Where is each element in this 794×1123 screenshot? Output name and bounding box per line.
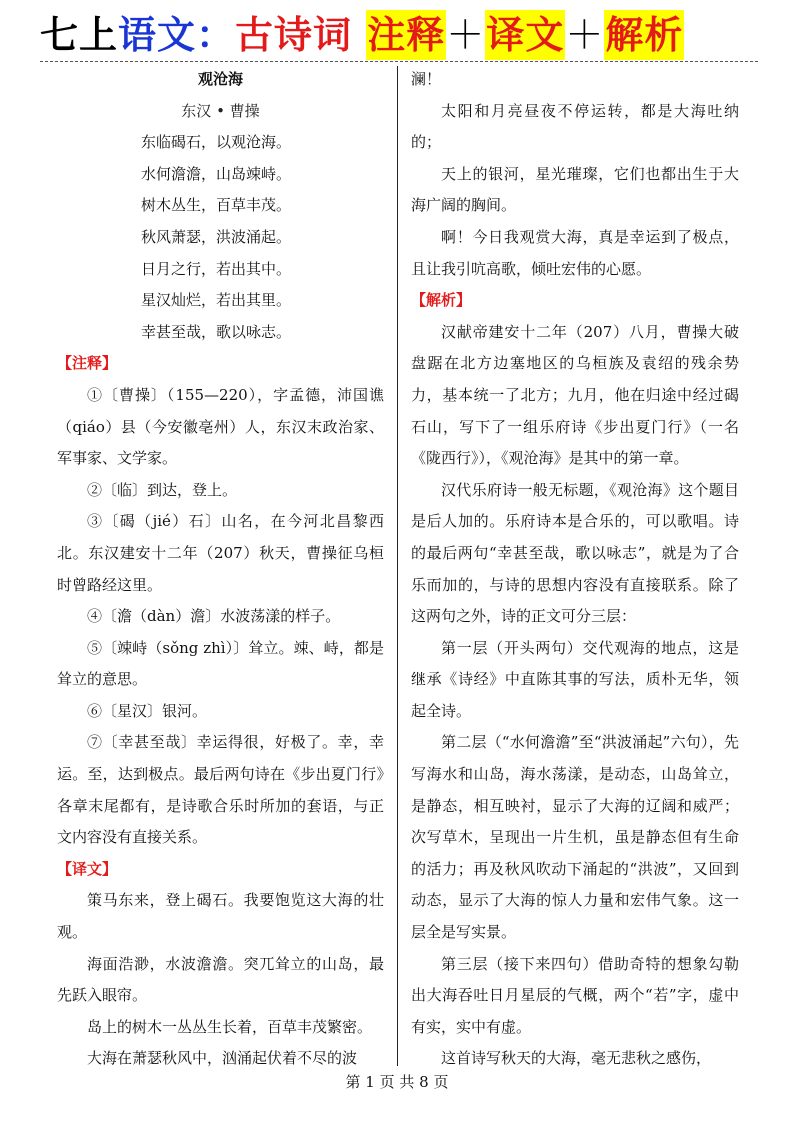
translation-paragraph: 太阳和月亮昼夜不停运转，都是大海吐纳的； bbox=[411, 101, 739, 152]
left-column bbox=[57, 64, 384, 1075]
banner-grade: 七上 bbox=[40, 13, 119, 57]
translation-paragraph: 大海在萧瑟秋风中，汹涌起伏着不尽的波 bbox=[87, 1049, 358, 1068]
translation-paragraph: 啊！今日我观赏大海，真是幸运到了极点，且让我引吭高歌，倾吐宏伟的心愿。 bbox=[411, 227, 739, 278]
translation-paragraph: 天上的银河，星光璀璨，它们也都出生于大海广阔的胸间。 bbox=[411, 164, 739, 215]
page-footer: 第 1 页 共 8 页 bbox=[345, 1073, 449, 1091]
analysis-paragraph: 第二层（“水何澹澹”至“洪波涌起”六句），先写海水和山岛，海水荡漾，是动态，山岛耸立，是静态，相互映衬，显示了大海的辽阔和威严；次写草木，呈现出一片生机，虽是静态但有生命的活力；再及秋风吹动下涌起的“洪波”，又回到动态，显示了大海的惊人力量和宏伟气象。这一层全是写实景。 bbox=[411, 733, 739, 942]
poem-line: 树木丛生，百草丰茂。 bbox=[141, 196, 292, 215]
poem-line: 秋风萧瑟，洪波涌起。 bbox=[141, 227, 292, 246]
poem-author: 东汉 • 曹操 bbox=[181, 101, 260, 120]
translation-paragraph: 海面浩渺，水波澹澹。突兀耸立的山岛，最先跃入眼帘。 bbox=[57, 954, 384, 1005]
translation-continuation: 澜！ bbox=[411, 70, 442, 88]
note-item: ①〔曹操〕（155—220），字孟德，沛国谯（qiáo）县（今安徽亳州）人，东汉末政治家、军事家、文学家。 bbox=[57, 385, 384, 468]
banner-translation-label: 译文 bbox=[485, 10, 565, 60]
page-banner bbox=[40, 10, 760, 60]
notes-heading: 【注释】 bbox=[57, 354, 118, 373]
banner-rule bbox=[40, 61, 758, 62]
column-divider bbox=[397, 66, 398, 1066]
analysis-heading: 【解析】 bbox=[411, 291, 472, 310]
poem-line: 幸甚至哉，歌以咏志。 bbox=[141, 322, 292, 341]
analysis-paragraph: 汉献帝建安十二年（207）八月，曹操大破盘踞在北方边塞地区的乌桓族及袁绍的残余势力，基本统一了北方；九月，他在归途中经过碣石山，写下了一组乐府诗《步出夏门行》（一名《陇西行》），《观沧海》是其中的第一章。 bbox=[411, 322, 739, 468]
note-item: ④〔澹（dàn）澹〕水波荡漾的样子。 bbox=[87, 607, 341, 626]
analysis-paragraph: 这首诗写秋天的大海，毫无悲秋之感伤， bbox=[441, 1049, 712, 1068]
analysis-paragraph: 第三层（接下来四句）借助奇特的想象勾勒出大海吞吐日月星辰的气概，两个“若”字，虚中有实，实中有虚。 bbox=[411, 954, 739, 1036]
banner-analysis-label: 解析 bbox=[604, 10, 684, 60]
note-item: ⑦〔幸甚至哉〕幸运得很，好极了。幸，幸运。至，达到极点。最后两句诗在《步出夏门行》各章末尾都有，是诗歌合乐时所加的套语，与正文内容没有直接关系。 bbox=[57, 733, 384, 847]
banner-notes-label: 注释 bbox=[366, 10, 446, 60]
translation-heading: 【译文】 bbox=[57, 859, 118, 878]
poem-line: 水何澹澹，山岛竦峙。 bbox=[141, 164, 292, 183]
note-item: ③〔碣（jié）石〕山名，在今河北昌黎西北。东汉建安十二年（207）秋天，曹操征乌桓时曾路经这里。 bbox=[57, 512, 384, 594]
note-item: ⑥〔星汉〕银河。 bbox=[87, 701, 208, 720]
right-column bbox=[411, 64, 739, 1075]
banner-plus-1: ＋ bbox=[446, 13, 486, 57]
note-item: ②〔临〕到达，登上。 bbox=[87, 480, 238, 499]
banner-plus-2: ＋ bbox=[565, 13, 605, 57]
poem-title: 观沧海 bbox=[197, 70, 243, 88]
analysis-paragraph: 第一层（开头两句）交代观海的地点，这是继承《诗经》中直陈其事的写法，质朴无华，领起全诗。 bbox=[411, 638, 739, 720]
translation-paragraph: 岛上的树木一丛丛生长着，百草丰茂繁密。 bbox=[87, 1017, 373, 1036]
note-item: ⑤〔竦峙（sǒng zhì）〕耸立。竦、峙，都是耸立的意思。 bbox=[57, 638, 384, 689]
banner-topic: 古诗词 bbox=[235, 13, 353, 57]
analysis-paragraph: 汉代乐府诗一般无标题，《观沧海》这个题目是后人加的。乐府诗本是合乐的，可以歌唱。诗的最后两句“幸甚至哉，歌以咏志”，就是为了合乐而加的，与诗的思想内容没有直接联系。除了这两句之外，诗的正文可分三层： bbox=[411, 480, 739, 626]
poem-line: 星汉灿烂，若出其里。 bbox=[141, 291, 292, 310]
banner-subject: 语文： bbox=[118, 13, 236, 57]
poem-line: 日月之行，若出其中。 bbox=[141, 259, 292, 278]
poem-line: 东临碣石，以观沧海。 bbox=[141, 133, 292, 152]
translation-paragraph: 策马东来，登上碣石。我要饱览这大海的壮观。 bbox=[57, 891, 384, 942]
